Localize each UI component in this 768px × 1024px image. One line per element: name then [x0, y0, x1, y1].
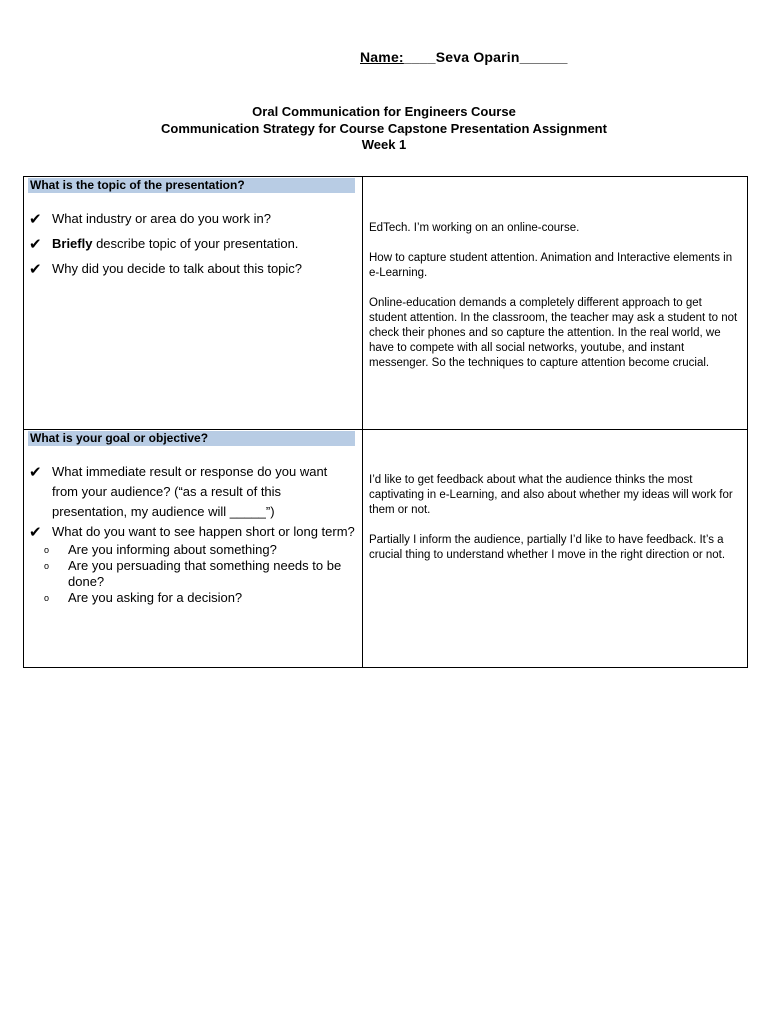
answer-cell[interactable] [363, 177, 748, 430]
sub-question-text: Are you persuading that something needs to be done? [68, 558, 342, 589]
check-icon: ✔ [29, 236, 42, 253]
list-item [28, 259, 356, 279]
circle-bullet-icon: o [44, 545, 50, 555]
question-emphasis: Briefly [52, 236, 93, 251]
question-cell [24, 177, 363, 430]
check-icon: ✔ [29, 211, 42, 228]
check-icon: ✔ [29, 524, 42, 541]
answer-paragraph: How to capture student attention. Animation and Interactive elements in e-Learning. [369, 252, 733, 279]
sub-question-text: Are you asking for a decision? [68, 590, 243, 605]
strategy-table [23, 176, 748, 668]
student-name-line [360, 49, 568, 65]
section-heading-goal: What is your goal or objective? [28, 431, 355, 446]
circle-bullet-icon: o [44, 561, 50, 571]
question-text: What immediate result or response do you want from your audience? (“as a result of this presentation, my audience will _____”) [52, 464, 328, 519]
answer-text-block [363, 430, 747, 563]
answer-paragraph: I’d like to get feedback about what the audience thinks the most captivating in e-Learning, and also about whether my ideas will work for them or not. [369, 474, 733, 516]
list-item [28, 234, 356, 254]
list-item [44, 558, 362, 590]
course-title: Oral Communication for Engineers Course [252, 104, 516, 119]
check-icon: ✔ [29, 261, 42, 278]
question-cell [24, 430, 363, 668]
answer-paragraph: EdTech. I’m working on an online-course. [369, 222, 580, 234]
week-label: Week 1 [361, 137, 407, 152]
list-item [44, 542, 362, 558]
question-text: What industry or area do you work in? [52, 211, 271, 226]
sub-question-list [24, 542, 362, 606]
answer-text-block [363, 177, 747, 371]
table-row [24, 430, 748, 668]
circle-bullet-icon: o [44, 593, 50, 603]
answer-cell[interactable] [363, 430, 748, 668]
section-heading-topic: What is the topic of the presentation? [28, 178, 355, 193]
question-text: Why did you decide to talk about this topic? [52, 261, 303, 276]
list-item [28, 522, 356, 542]
question-list [24, 209, 362, 279]
sub-question-text: Are you informing about something? [68, 542, 277, 557]
question-text: describe topic of your presentation. [92, 236, 299, 251]
name-label: Name: [360, 49, 404, 65]
list-item [44, 590, 362, 606]
document-header [0, 104, 768, 154]
answer-paragraph: Partially I inform the audience, partially I’d like to have feedback. It’s a crucial thing to understand whether I move in the right direction or not. [369, 534, 726, 561]
check-icon: ✔ [29, 464, 42, 481]
answer-paragraph: Online-education demands a completely different approach to get student attention. In the classroom, the teacher may ask a student to not check their phones and so capture the attention. In the real world, we have to compete with all social networks, youtube, and instant messenger. So the techniques to capture attention become crucial. [369, 297, 738, 369]
question-text: What do you want to see happen short or long term? [52, 524, 355, 539]
question-list [24, 462, 362, 542]
list-item [28, 462, 356, 522]
list-item [28, 209, 356, 229]
student-name: ____Seva Oparin______ [403, 49, 568, 65]
assignment-title: Communication Strategy for Course Capstone Presentation Assignment [161, 120, 607, 136]
table-row [24, 177, 748, 430]
